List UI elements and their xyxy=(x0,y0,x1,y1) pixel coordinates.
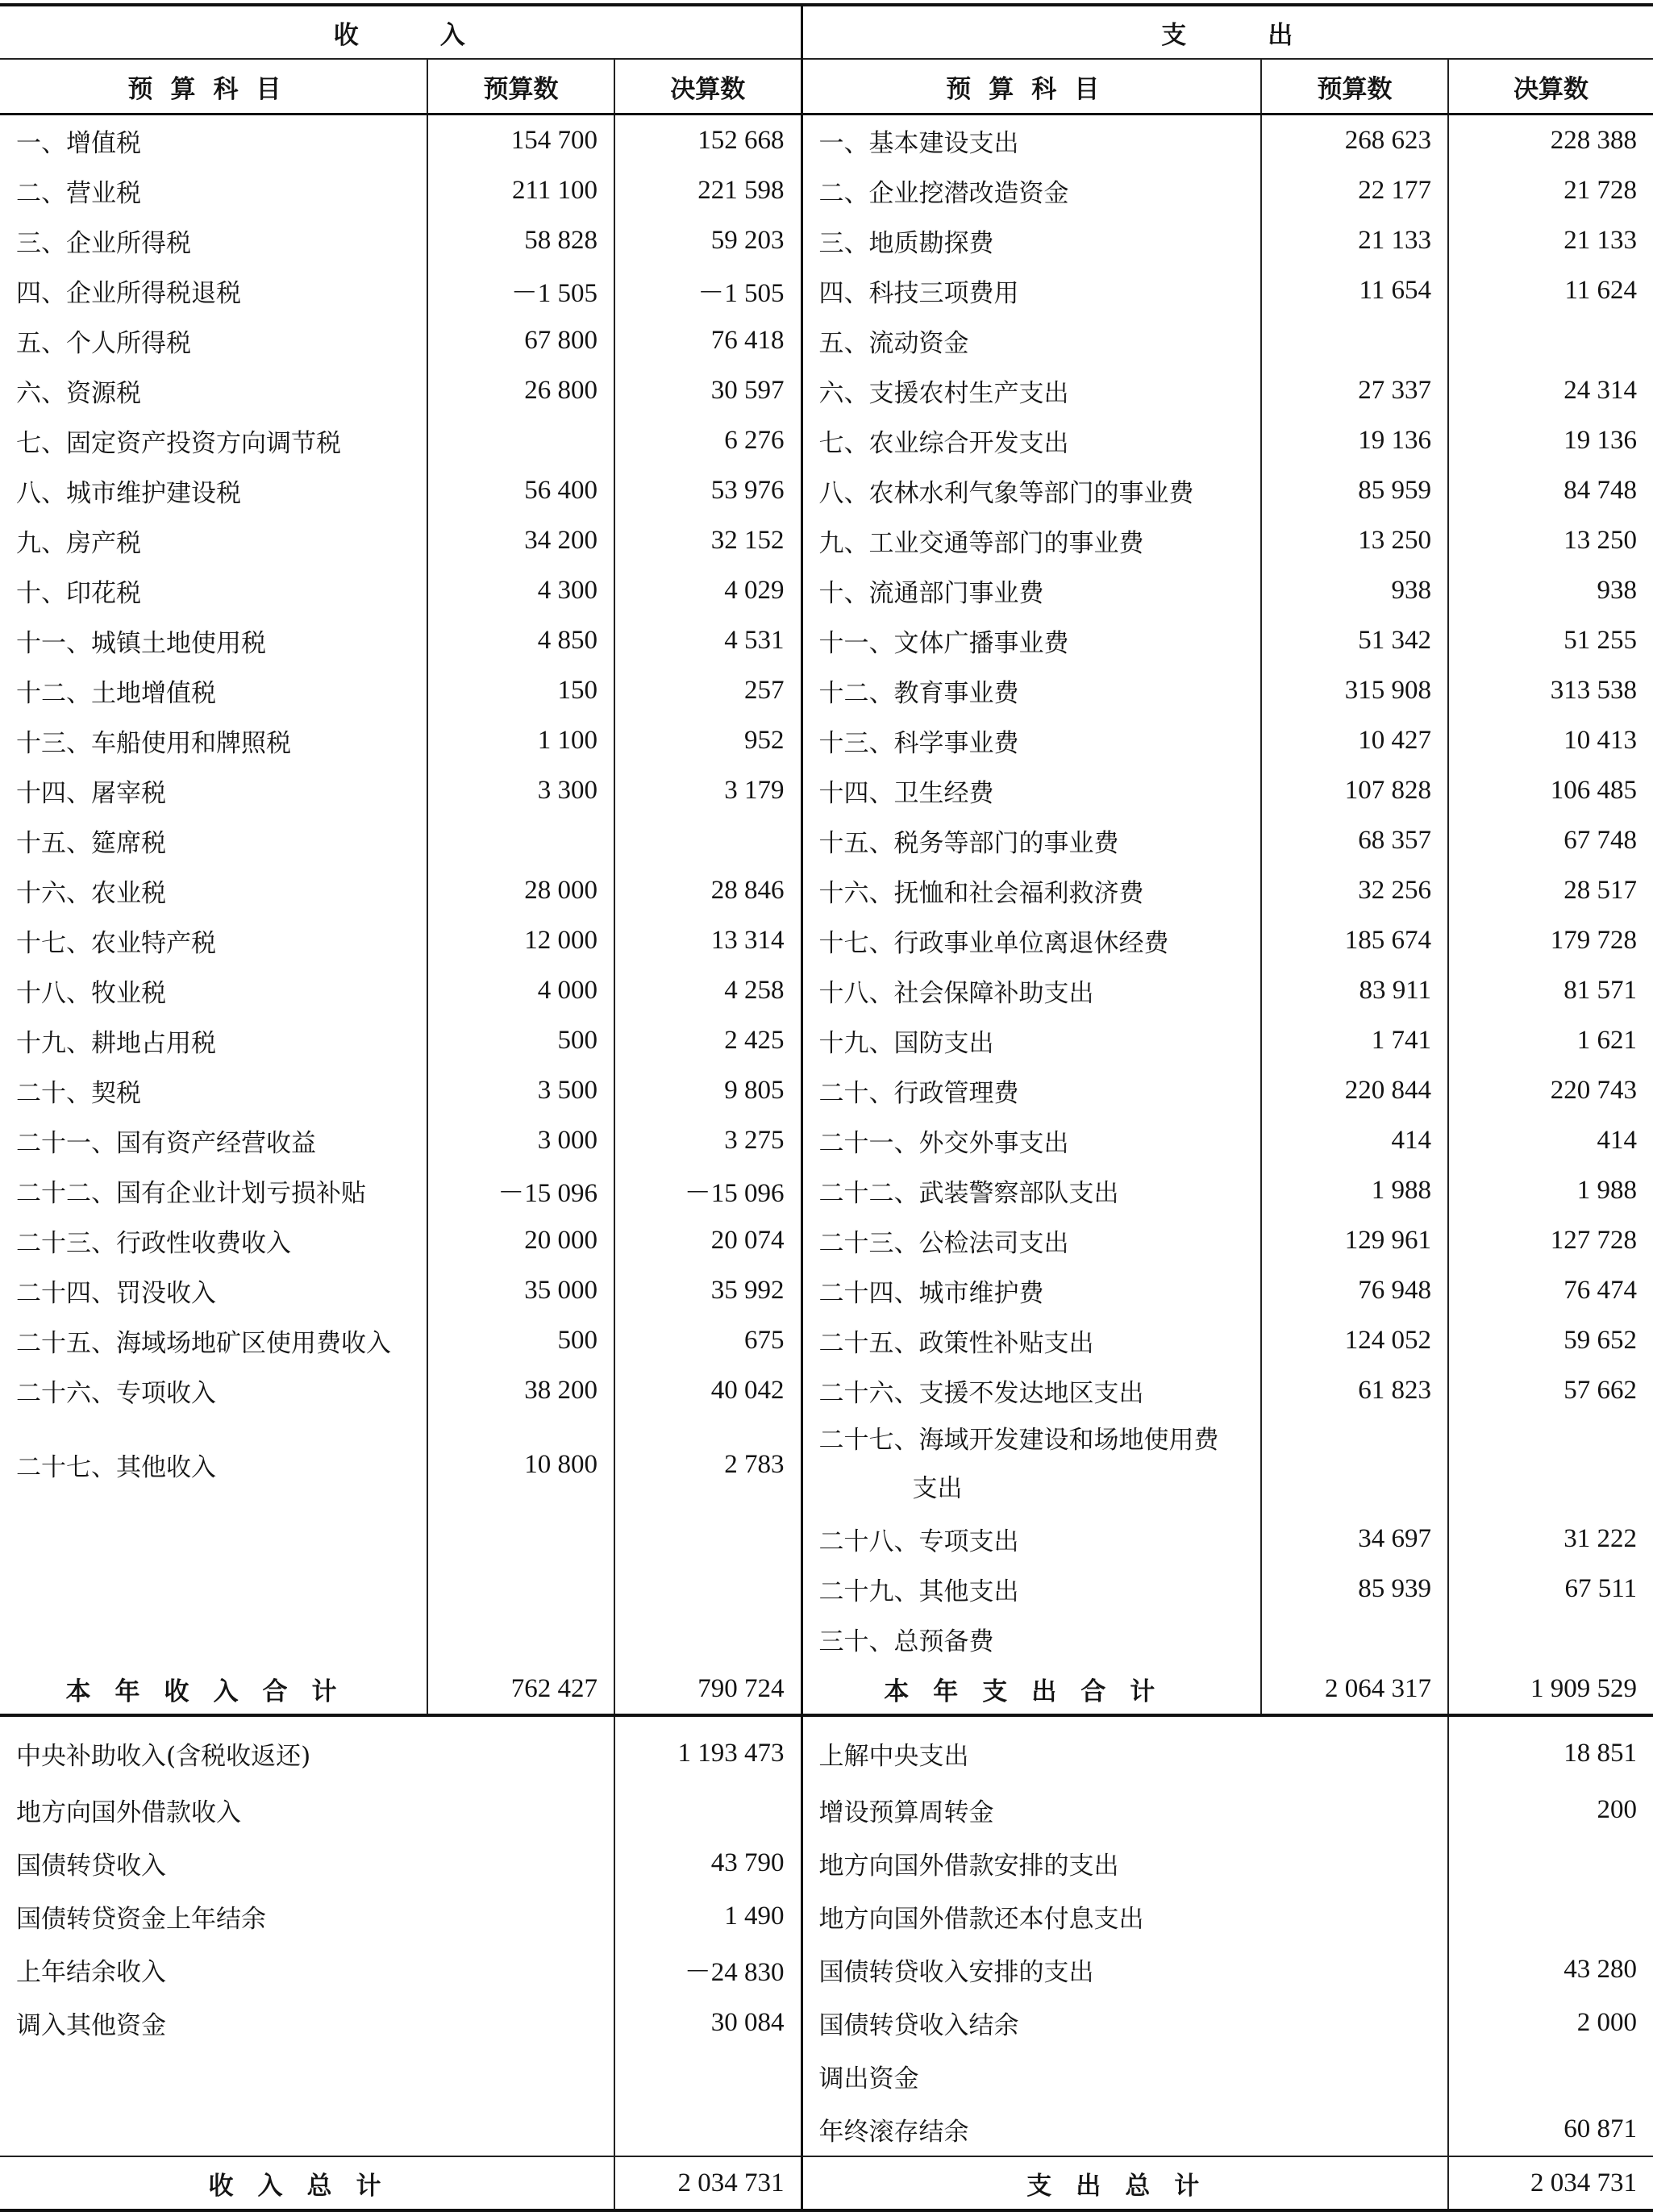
expense-item-budget: 34 697 xyxy=(1261,1514,1448,1564)
table-row xyxy=(0,915,1653,965)
table-row xyxy=(0,165,1653,215)
table-row xyxy=(0,615,1653,665)
expense-item-name: 十六、抚恤和社会福利救济费 xyxy=(802,865,1261,915)
expense-item-budget: 220 844 xyxy=(1261,1065,1448,1115)
income-item-actual: 3 179 xyxy=(614,765,802,815)
expense-item-name: 二十二、武装警察部队支出 xyxy=(802,1165,1261,1215)
expense-item-name: 十、流通部门事业费 xyxy=(802,565,1261,615)
income-item-actual: 40 042 xyxy=(614,1365,802,1415)
table-row xyxy=(0,1715,1653,1783)
income-item-name: 二十二、国有企业计划亏损补贴 xyxy=(0,1165,427,1215)
expense-item-budget: 938 xyxy=(1261,565,1448,615)
expense-other-name: 国债转贷收入安排的支出 xyxy=(802,1943,1448,1996)
expense-actual-header: 决算数 xyxy=(1448,59,1653,115)
expense-item-name: 二十一、外交外事支出 xyxy=(802,1115,1261,1165)
table-row xyxy=(0,2049,1653,2102)
expense-item-actual: 313 538 xyxy=(1448,665,1653,715)
income-item-actual: －1 505 xyxy=(614,265,802,315)
income-item-budget: 34 200 xyxy=(427,515,614,565)
expense-other-name: 上解中央支出 xyxy=(802,1715,1448,1783)
expense-item-name: 二十三、公检法司支出 xyxy=(802,1215,1261,1265)
income-item-actual: 35 992 xyxy=(614,1265,802,1315)
income-item-budget xyxy=(427,815,614,865)
expense-other-actual xyxy=(1448,1836,1653,1889)
expense-item-budget: 107 828 xyxy=(1261,765,1448,815)
income-item-name: 十九、耕地占用税 xyxy=(0,1015,427,1065)
expense-other-name: 地方向国外借款安排的支出 xyxy=(802,1836,1448,1889)
income-item-actual: 13 314 xyxy=(614,915,802,965)
income-item-name: 四、企业所得税退税 xyxy=(0,265,427,315)
income-total-budget: 762 427 xyxy=(427,1664,614,1715)
expense-item-budget: 85 959 xyxy=(1261,465,1448,515)
expense-item-name: 六、支援农村生产支出 xyxy=(802,365,1261,415)
income-title: 收 入 xyxy=(0,5,802,59)
income-item-budget: 20 000 xyxy=(427,1215,614,1265)
income-item-budget: 154 700 xyxy=(427,115,614,166)
expense-item-budget xyxy=(1261,1415,1448,1514)
expense-other-actual: 2 000 xyxy=(1448,1996,1653,2049)
income-other-name: 调入其他资金 xyxy=(0,1996,614,2049)
expense-item-budget: 315 908 xyxy=(1261,665,1448,715)
income-budget-header: 预算数 xyxy=(427,59,614,115)
income-item-actual: 53 976 xyxy=(614,465,802,515)
expense-item-actual: 24 314 xyxy=(1448,365,1653,415)
income-item-actual: 952 xyxy=(614,715,802,765)
expense-item-budget: 85 939 xyxy=(1261,1564,1448,1614)
table-row xyxy=(0,1836,1653,1889)
income-item-budget xyxy=(427,415,614,465)
expense-item-name: 一、基本建设支出 xyxy=(802,115,1261,166)
income-total-actual: 790 724 xyxy=(614,1664,802,1715)
income-item-name: 十二、土地增值税 xyxy=(0,665,427,715)
expense-item-actual: 28 517 xyxy=(1448,865,1653,915)
income-item-actual: 3 275 xyxy=(614,1115,802,1165)
expense-item-name: 十九、国防支出 xyxy=(802,1015,1261,1065)
expense-item-name: 四、科技三项费用 xyxy=(802,265,1261,315)
expense-item-budget: 185 674 xyxy=(1261,915,1448,965)
table-row xyxy=(0,1514,1653,1564)
expense-item-actual: 21 133 xyxy=(1448,215,1653,265)
table-row xyxy=(0,965,1653,1015)
expense-item-actual: 179 728 xyxy=(1448,915,1653,965)
income-item-name: 二十、契税 xyxy=(0,1065,427,1115)
table-row xyxy=(0,1165,1653,1215)
table-row xyxy=(0,465,1653,515)
expense-item-budget: 83 911 xyxy=(1261,965,1448,1015)
income-item-actual: 2 783 xyxy=(614,1415,802,1514)
income-item-name: 八、城市维护建设税 xyxy=(0,465,427,515)
expense-item-name: 三、地质勘探费 xyxy=(802,215,1261,265)
table-row xyxy=(0,765,1653,815)
income-item-actual: －15 096 xyxy=(614,1165,802,1215)
expense-other-actual: 18 851 xyxy=(1448,1715,1653,1783)
income-item-actual: 4 029 xyxy=(614,565,802,615)
income-item-actual: 59 203 xyxy=(614,215,802,265)
expense-other-actual: 60 871 xyxy=(1448,2102,1653,2156)
expense-other-name: 地方向国外借款还本付息支出 xyxy=(802,1889,1448,1943)
table-row xyxy=(0,1215,1653,1265)
expense-item-actual: 11 624 xyxy=(1448,265,1653,315)
expense-item-budget: 61 823 xyxy=(1261,1365,1448,1415)
expense-item-name: 十五、税务等部门的事业费 xyxy=(802,815,1261,865)
expense-item-actual: 67 748 xyxy=(1448,815,1653,865)
income-item-actual: 32 152 xyxy=(614,515,802,565)
income-item-budget: 38 200 xyxy=(427,1365,614,1415)
income-other-name: 上年结余收入 xyxy=(0,1943,614,1996)
expense-item-name: 十二、教育事业费 xyxy=(802,665,1261,715)
expense-item-actual: 51 255 xyxy=(1448,615,1653,665)
expense-item-name: 十七、行政事业单位离退休经费 xyxy=(802,915,1261,965)
expense-item-actual: 67 511 xyxy=(1448,1564,1653,1614)
expense-item-budget: 19 136 xyxy=(1261,415,1448,465)
table-row xyxy=(0,1415,1653,1514)
expense-item-actual: 1 621 xyxy=(1448,1015,1653,1065)
income-item-budget: 4 850 xyxy=(427,615,614,665)
expense-item-actual: 31 222 xyxy=(1448,1514,1653,1564)
income-item-budget: 500 xyxy=(427,1015,614,1065)
expense-item-budget: 51 342 xyxy=(1261,615,1448,665)
income-item-name: 十一、城镇土地使用税 xyxy=(0,615,427,665)
income-item-actual: 4 531 xyxy=(614,615,802,665)
table-row xyxy=(0,215,1653,265)
table-row xyxy=(0,1943,1653,1996)
table-row xyxy=(0,515,1653,565)
income-total-label: 本年收入合计 xyxy=(0,1664,427,1715)
table-row xyxy=(0,265,1653,315)
income-item-actual xyxy=(614,815,802,865)
budget-table xyxy=(0,3,1653,2212)
income-item-actual: 6 276 xyxy=(614,415,802,465)
expense-item-actual: 414 xyxy=(1448,1115,1653,1165)
income-item-budget: 4 300 xyxy=(427,565,614,615)
expense-item-actual: 57 662 xyxy=(1448,1365,1653,1415)
income-item-actual xyxy=(614,1564,802,1614)
income-item-actual: 675 xyxy=(614,1315,802,1365)
expense-item-actual: 59 652 xyxy=(1448,1315,1653,1365)
expense-other-name: 国债转贷收入结余 xyxy=(802,1996,1448,2049)
expense-title: 支 出 xyxy=(802,5,1653,59)
income-other-actual xyxy=(614,2049,802,2102)
income-item-actual: 152 668 xyxy=(614,115,802,166)
income-item-budget xyxy=(427,1514,614,1564)
income-other-actual: 1 193 473 xyxy=(614,1715,802,1783)
income-item-actual xyxy=(614,1514,802,1564)
income-item-actual: 20 074 xyxy=(614,1215,802,1265)
expense-budget-header: 预算数 xyxy=(1261,59,1448,115)
expense-item-actual xyxy=(1448,1614,1653,1664)
expense-item-name: 二十六、支援不发达地区支出 xyxy=(802,1365,1261,1415)
table-row xyxy=(0,865,1653,915)
income-item-name: 十、印花税 xyxy=(0,565,427,615)
table-row xyxy=(0,1564,1653,1614)
expense-item-budget xyxy=(1261,315,1448,365)
income-item-name: 九、房产税 xyxy=(0,515,427,565)
expense-item-budget: 13 250 xyxy=(1261,515,1448,565)
expense-item-actual: 81 571 xyxy=(1448,965,1653,1015)
expense-other-actual: 43 280 xyxy=(1448,1943,1653,1996)
expense-total-actual: 1 909 529 xyxy=(1448,1664,1653,1715)
income-item-name: 三、企业所得税 xyxy=(0,215,427,265)
table-row xyxy=(0,415,1653,465)
expense-item-name xyxy=(802,1415,1261,1514)
income-subject-header: 预算科目 xyxy=(0,59,427,115)
expense-item-budget xyxy=(1261,1614,1448,1664)
income-item-actual: 2 425 xyxy=(614,1015,802,1065)
income-item-budget: 3 000 xyxy=(427,1115,614,1165)
income-item-name xyxy=(0,1564,427,1614)
income-item-name: 十五、筵席税 xyxy=(0,815,427,865)
income-item-name: 二十三、行政性收费收入 xyxy=(0,1215,427,1265)
expense-item-name: 七、农业综合开发支出 xyxy=(802,415,1261,465)
grand-total-row xyxy=(0,2156,1653,2210)
income-item-actual: 30 597 xyxy=(614,365,802,415)
annual-total-row xyxy=(0,1664,1653,1715)
income-item-budget: 4 000 xyxy=(427,965,614,1015)
income-other-actual: －24 830 xyxy=(614,1943,802,1996)
table-row xyxy=(0,1996,1653,2049)
expense-item-actual: 106 485 xyxy=(1448,765,1653,815)
expense-item-budget: 1 988 xyxy=(1261,1165,1448,1215)
income-item-actual: 76 418 xyxy=(614,315,802,365)
income-item-budget: 150 xyxy=(427,665,614,715)
expense-item-budget: 11 654 xyxy=(1261,265,1448,315)
column-header-row xyxy=(0,59,1653,115)
table-row xyxy=(0,1614,1653,1664)
table-row xyxy=(0,1365,1653,1415)
income-item-budget: 3 300 xyxy=(427,765,614,815)
table-row xyxy=(0,315,1653,365)
expense-item-name: 三十、总预备费 xyxy=(802,1614,1261,1664)
income-other-name xyxy=(0,2049,614,2102)
income-item-budget: 28 000 xyxy=(427,865,614,915)
expense-item-budget: 10 427 xyxy=(1261,715,1448,765)
expense-item-budget: 129 961 xyxy=(1261,1215,1448,1265)
income-item-budget: 58 828 xyxy=(427,215,614,265)
income-other-actual: 1 490 xyxy=(614,1889,802,1943)
income-item-budget: 211 100 xyxy=(427,165,614,215)
expense-total-budget: 2 064 317 xyxy=(1261,1664,1448,1715)
expense-grand-total-label: 支出总计 xyxy=(802,2156,1448,2210)
income-item-name: 十六、农业税 xyxy=(0,865,427,915)
expense-item-name: 九、工业交通等部门的事业费 xyxy=(802,515,1261,565)
expense-item-budget: 32 256 xyxy=(1261,865,1448,915)
expense-other-name: 年终滚存结余 xyxy=(802,2102,1448,2156)
expense-item-name: 十四、卫生经费 xyxy=(802,765,1261,815)
table-row xyxy=(0,365,1653,415)
expense-item-actual: 127 728 xyxy=(1448,1215,1653,1265)
expense-subject-header: 预算科目 xyxy=(802,59,1261,115)
table-row xyxy=(0,1315,1653,1365)
income-item-name: 十三、车船使用和牌照税 xyxy=(0,715,427,765)
expense-item-budget: 21 133 xyxy=(1261,215,1448,265)
income-item-budget: 35 000 xyxy=(427,1265,614,1315)
income-other-name: 国债转贷收入 xyxy=(0,1836,614,1889)
expense-item-name: 八、农林水利气象等部门的事业费 xyxy=(802,465,1261,515)
income-other-name: 地方向国外借款收入 xyxy=(0,1783,614,1836)
expense-item-budget: 1 741 xyxy=(1261,1015,1448,1065)
income-item-name: 七、固定资产投资方向调节税 xyxy=(0,415,427,465)
table-row xyxy=(0,115,1653,166)
income-other-actual xyxy=(614,2102,802,2156)
income-item-budget: 56 400 xyxy=(427,465,614,515)
expense-other-actual xyxy=(1448,2049,1653,2102)
income-item-budget: 3 500 xyxy=(427,1065,614,1115)
expense-item-actual: 76 474 xyxy=(1448,1265,1653,1315)
income-other-name: 中央补助收入(含税收返还) xyxy=(0,1715,614,1783)
expense-total-label: 本年支出合计 xyxy=(802,1664,1261,1715)
section-header-row xyxy=(0,5,1653,59)
expense-other-actual: 200 xyxy=(1448,1783,1653,1836)
income-grand-total-actual: 2 034 731 xyxy=(614,2156,802,2210)
income-item-budget: 12 000 xyxy=(427,915,614,965)
expense-item-budget: 76 948 xyxy=(1261,1265,1448,1315)
expense-item-actual: 1 988 xyxy=(1448,1165,1653,1215)
income-other-name: 国债转贷资金上年结余 xyxy=(0,1889,614,1943)
expense-item-name: 二、企业挖潜改造资金 xyxy=(802,165,1261,215)
budget-table-body xyxy=(0,5,1653,2210)
table-row xyxy=(0,1115,1653,1165)
expense-item-actual: 220 743 xyxy=(1448,1065,1653,1115)
income-item-actual xyxy=(614,1614,802,1664)
expense-item-name: 二十、行政管理费 xyxy=(802,1065,1261,1115)
income-item-name: 十四、屠宰税 xyxy=(0,765,427,815)
income-item-budget: －1 505 xyxy=(427,265,614,315)
expense-item-name-line2: 支出 xyxy=(912,1474,963,1503)
income-item-name: 二十四、罚没收入 xyxy=(0,1265,427,1315)
income-item-actual: 28 846 xyxy=(614,865,802,915)
expense-item-actual: 21 728 xyxy=(1448,165,1653,215)
income-item-name: 二十一、国有资产经营收益 xyxy=(0,1115,427,1165)
income-item-name xyxy=(0,1514,427,1564)
income-other-actual: 30 084 xyxy=(614,1996,802,2049)
income-item-name: 六、资源税 xyxy=(0,365,427,415)
income-item-budget: －15 096 xyxy=(427,1165,614,1215)
income-item-budget xyxy=(427,1564,614,1614)
income-item-name: 二、营业税 xyxy=(0,165,427,215)
table-row xyxy=(0,665,1653,715)
income-item-name xyxy=(0,1614,427,1664)
table-row xyxy=(0,1889,1653,1943)
income-item-name: 二十七、其他收入 xyxy=(0,1415,427,1514)
income-item-budget: 1 100 xyxy=(427,715,614,765)
income-other-name xyxy=(0,2102,614,2156)
expense-item-actual: 228 388 xyxy=(1448,115,1653,166)
income-other-actual: 43 790 xyxy=(614,1836,802,1889)
income-grand-total-label: 收入总计 xyxy=(0,2156,614,2210)
table-row xyxy=(0,1783,1653,1836)
expense-item-actual: 13 250 xyxy=(1448,515,1653,565)
income-item-budget: 500 xyxy=(427,1315,614,1365)
expense-item-budget: 268 623 xyxy=(1261,115,1448,166)
table-row xyxy=(0,715,1653,765)
income-item-actual: 221 598 xyxy=(614,165,802,215)
income-item-budget: 67 800 xyxy=(427,315,614,365)
expense-item-actual: 19 136 xyxy=(1448,415,1653,465)
expense-item-name-line1: 二十七、海域开发建设和场地使用费 xyxy=(818,1426,1219,1455)
expense-item-budget: 27 337 xyxy=(1261,365,1448,415)
expense-item-name: 二十四、城市维护费 xyxy=(802,1265,1261,1315)
income-actual-header: 决算数 xyxy=(614,59,802,115)
table-row xyxy=(0,565,1653,615)
expense-item-actual: 10 413 xyxy=(1448,715,1653,765)
expense-item-budget: 22 177 xyxy=(1261,165,1448,215)
table-row xyxy=(0,1015,1653,1065)
expense-item-name: 十三、科学事业费 xyxy=(802,715,1261,765)
expense-item-name: 五、流动资金 xyxy=(802,315,1261,365)
expense-item-name: 十八、社会保障补助支出 xyxy=(802,965,1261,1015)
income-item-budget: 26 800 xyxy=(427,365,614,415)
income-item-budget xyxy=(427,1614,614,1664)
table-row xyxy=(0,1265,1653,1315)
income-item-name: 五、个人所得税 xyxy=(0,315,427,365)
table-row xyxy=(0,2102,1653,2156)
income-item-name: 二十五、海域场地矿区使用费收入 xyxy=(0,1315,427,1365)
expense-other-actual xyxy=(1448,1889,1653,1943)
expense-item-actual xyxy=(1448,1415,1653,1514)
income-item-name: 十八、牧业税 xyxy=(0,965,427,1015)
income-item-name: 十七、农业特产税 xyxy=(0,915,427,965)
expense-item-budget: 414 xyxy=(1261,1115,1448,1165)
expense-item-name: 十一、文体广播事业费 xyxy=(802,615,1261,665)
expense-item-actual: 84 748 xyxy=(1448,465,1653,515)
expense-other-name: 调出资金 xyxy=(802,2049,1448,2102)
income-item-name: 一、增值税 xyxy=(0,115,427,166)
expense-item-actual: 938 xyxy=(1448,565,1653,615)
expense-other-name: 增设预算周转金 xyxy=(802,1783,1448,1836)
income-other-actual xyxy=(614,1783,802,1836)
expense-item-name: 二十八、专项支出 xyxy=(802,1514,1261,1564)
income-item-budget: 10 800 xyxy=(427,1415,614,1514)
table-row xyxy=(0,1065,1653,1115)
income-item-name: 二十六、专项收入 xyxy=(0,1365,427,1415)
expense-item-name: 二十九、其他支出 xyxy=(802,1564,1261,1614)
income-item-actual: 9 805 xyxy=(614,1065,802,1115)
table-row xyxy=(0,815,1653,865)
expense-item-budget: 68 357 xyxy=(1261,815,1448,865)
expense-item-budget: 124 052 xyxy=(1261,1315,1448,1365)
income-item-actual: 4 258 xyxy=(614,965,802,1015)
income-item-actual: 257 xyxy=(614,665,802,715)
expense-item-actual xyxy=(1448,315,1653,365)
expense-item-name: 二十五、政策性补贴支出 xyxy=(802,1315,1261,1365)
expense-grand-total-actual: 2 034 731 xyxy=(1448,2156,1653,2210)
